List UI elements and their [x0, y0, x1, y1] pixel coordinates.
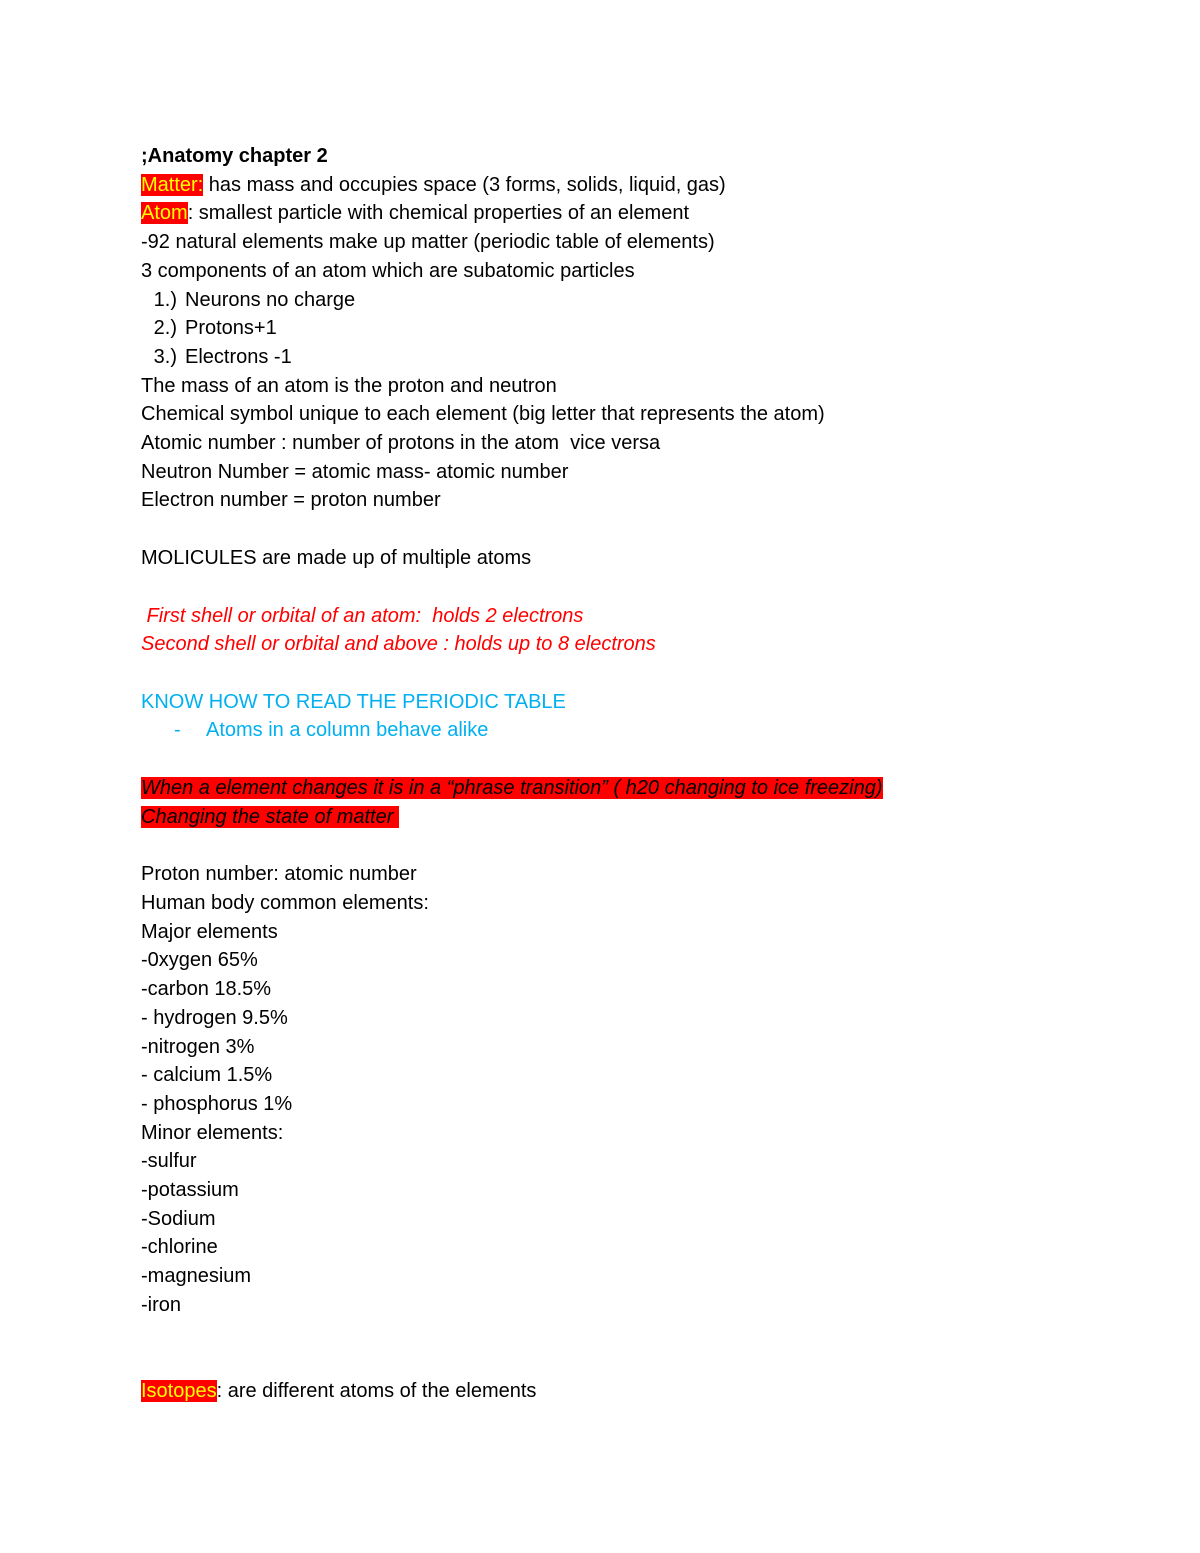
matter-def: has mass and occupies space (3 forms, solids, liquid, gas)	[203, 174, 726, 196]
list-item: -sulfur	[141, 1150, 197, 1172]
list-text: Neurons no charge	[185, 289, 356, 311]
list-number: 3.)	[153, 346, 177, 368]
proton-number-line: Proton number: atomic number	[141, 863, 417, 885]
major-elements-heading: Major elements	[141, 921, 278, 943]
list-item: -carbon 18.5%	[141, 978, 272, 1000]
bullet-text: Atoms in a column behave alike	[206, 719, 489, 741]
periodic-table-heading: KNOW HOW TO READ THE PERIODIC TABLE	[141, 691, 566, 713]
list-item	[141, 343, 292, 372]
molecules-line: MOLICULES are made up of multiple atoms	[141, 547, 532, 569]
second-shell-line: Second shell or orbital and above : holds up to 8 electrons	[141, 633, 656, 655]
neutron-number-line: Neutron Number = atomic mass- atomic number	[141, 461, 569, 483]
periodic-table-bullet	[174, 716, 488, 745]
mass-line: The mass of an atom is the proton and neutron	[141, 375, 557, 397]
isotopes-term: Isotopes	[141, 1380, 217, 1402]
list-item: -nitrogen 3%	[141, 1036, 255, 1058]
list-item: - hydrogen 9.5%	[141, 1007, 288, 1029]
list-item: -chlorine	[141, 1236, 218, 1258]
first-shell-line: First shell or orbital of an atom: holds 2 electrons	[141, 605, 584, 627]
phase-transition-text: When a element changes it is in a “phrase transition” ( h20 changing to ice freezing)	[141, 777, 883, 799]
matter-definition	[141, 171, 726, 200]
list-item: -0xygen 65%	[141, 949, 258, 971]
minor-elements-heading: Minor elements:	[141, 1122, 284, 1144]
atom-def: : smallest particle with chemical properties of an element	[187, 202, 690, 224]
page-title: ;Anatomy chapter 2	[141, 145, 328, 167]
list-item: - phosphorus 1%	[141, 1093, 293, 1115]
components-line: 3 components of an atom which are subatomic particles	[141, 260, 635, 282]
list-item	[141, 314, 277, 343]
phase-transition-line	[141, 774, 883, 803]
list-item: -magnesium	[141, 1265, 252, 1287]
atomic-number-line: Atomic number : number of protons in the atom vice versa	[141, 432, 661, 454]
atom-definition	[141, 199, 689, 228]
list-number: 2.)	[153, 317, 177, 339]
isotopes-def: : are different atoms of the elements	[216, 1380, 537, 1402]
list-item: -iron	[141, 1294, 182, 1316]
human-body-line: Human body common elements:	[141, 892, 429, 914]
list-text: Protons+1	[185, 317, 277, 339]
atom-term: Atom	[141, 202, 188, 224]
symbol-line: Chemical symbol unique to each element (big letter that represents the atom)	[141, 403, 825, 425]
state-of-matter-line	[141, 803, 399, 832]
state-of-matter-text: Changing the state of matter	[141, 806, 399, 828]
natural-elements-line: -92 natural elements make up matter (periodic table of elements)	[141, 231, 715, 253]
matter-term: Matter:	[141, 174, 204, 196]
bullet-dash: -	[174, 719, 181, 741]
list-text: Electrons -1	[185, 346, 292, 368]
isotopes-definition	[141, 1377, 536, 1406]
list-number: 1.)	[153, 289, 177, 311]
list-item: -Sodium	[141, 1208, 216, 1230]
list-item	[141, 286, 355, 315]
electron-number-line: Electron number = proton number	[141, 489, 441, 511]
list-item: - calcium 1.5%	[141, 1064, 273, 1086]
list-item: -potassium	[141, 1179, 239, 1201]
